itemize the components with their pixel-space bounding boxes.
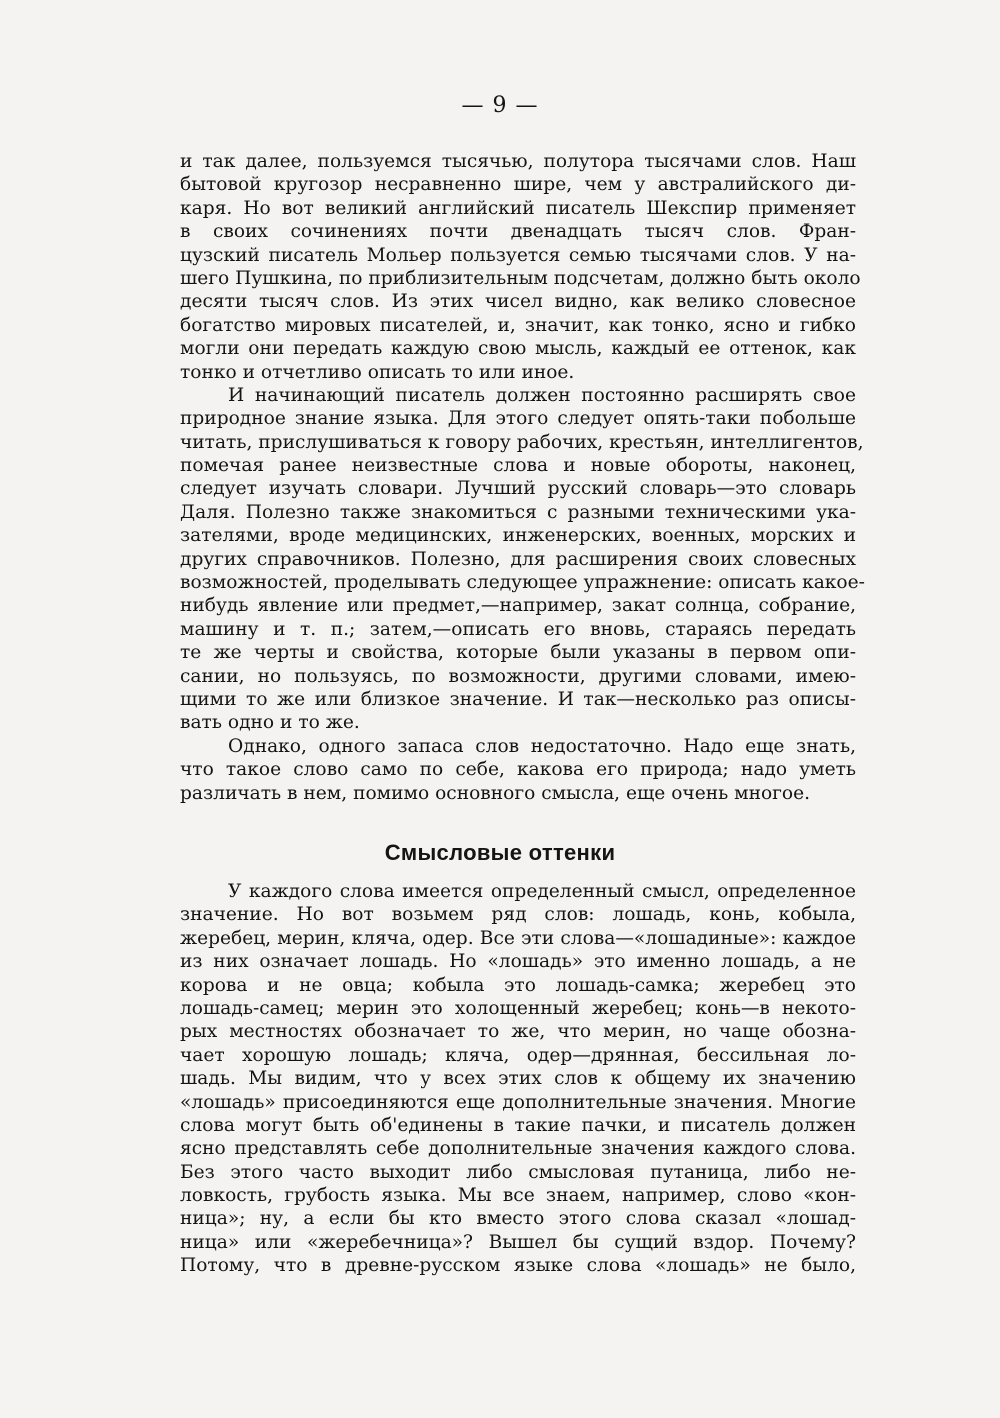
body-text-section-1 [180, 150, 865, 805]
text-line: шадь. Мы видим, что у всех этих слов к общему их значению [180, 1068, 856, 1090]
text-line: Потому, что в древне-русском языке слова «лошадь» не было, [180, 1255, 856, 1277]
text-line: зателями, вроде медицинских, инженерских, военных, морских и [180, 525, 856, 547]
text-line: других справочников. Полезно, для расширения своих словесных [180, 548, 856, 570]
text-line: рых местностях обозначает то же, что мерин, но чаще обозна- [180, 1021, 856, 1043]
section-heading: Смысловые оттенки [384, 840, 616, 865]
text-line: из них означает лошадь. Но «лошадь» это именно лошадь, а не [180, 951, 856, 973]
text-line: «лошадь» присоединяются еще дополнительные значения. Многие [180, 1091, 856, 1113]
text-line: возможностей, проделывать следующее упражнение: описать какое- [180, 572, 865, 594]
text-line: корова и не овца; кобыла это лошадь-самка; жеребец это [180, 974, 856, 996]
text-line: И начинающий писатель должен постоянно расширять свое [228, 384, 856, 406]
text-line: шего Пушкина, по приблизительным подсчетам, должно быть около [180, 267, 861, 289]
text-line: Однако, одного запаса слов недостаточно. Надо еще знать, [228, 735, 856, 757]
text-line: и так далее, пользуемся тысячью, полутора тысячами слов. Наш [180, 151, 856, 172]
text-line: машину и т. п.; затем,—описать его вновь, стараясь передать [180, 618, 856, 640]
text-line: десяти тысяч слов. Из этих чисел видно, как велико словесное [180, 291, 856, 313]
text-line: ница» или «жеребечница»? Вышел бы сущий вздор. Почему? [180, 1231, 856, 1253]
text-line: богатство мировых писателей, и, значит, как тонко, ясно и гибко [180, 314, 856, 336]
text-line: щими то же или близкое значение. И так—несколько раз описы- [180, 688, 856, 710]
text-line: каря. Но вот великий английский писатель Шекспир применяет [180, 197, 856, 219]
text-line: могли они передать каждую свою мысль, каждый ее оттенок, как [180, 338, 856, 360]
text-line: природное знание языка. Для этого следует опять-таки побольше [180, 408, 856, 430]
text-line: чает хорошую лошадь; кляча, одер—дрянная, бессильная ло- [180, 1044, 856, 1066]
text-line: ясно представлять себе дополнительные значения каждого слова. [180, 1138, 856, 1160]
body-text-section-2 [180, 880, 856, 1278]
text-line: помечая ранее неизвестные слова и новые обороты, наконец, [180, 455, 856, 477]
text-line: цузский писатель Мольер пользуется семью тысячами слов. У на- [180, 244, 856, 266]
text-line: в своих сочинениях почти двенадцать тысяч слов. Фран- [180, 221, 856, 243]
text-line: тонко и отчетливо описать то или иное. [180, 361, 575, 383]
text-line: вать одно и то же. [180, 712, 360, 734]
text-line: ница»; ну, а если бы кто вместо этого слова сказал «лошад- [180, 1208, 856, 1230]
page-number: — 9 — [461, 93, 539, 118]
text-line: те же черты и свойства, которые были указаны в первом опи- [180, 642, 856, 664]
text-line: что такое слово само по себе, какова его природа; надо уметь [180, 759, 856, 781]
text-line: значение. Но вот возьмем ряд слов: лошадь, конь, кобыла, [180, 904, 856, 926]
text-line: сании, но пользуясь, по возможности, другими словами, имею- [180, 665, 856, 687]
text-line: ловкость, грубость языка. Мы все знаем, например, слово «кон- [180, 1185, 856, 1207]
text-line: жеребец, мерин, кляча, одер. Все эти слова—«лошадиные»: каждое [180, 927, 856, 949]
text-line: читать, прислушиваться к говору рабочих, крестьян, интеллигентов, [180, 431, 864, 453]
text-line: У каждого слова имеется определенный смысл, определенное [228, 881, 856, 902]
text-line: различать в нем, помимо основного смысла, еще очень многое. [180, 782, 811, 804]
text-line: нибудь явление или предмет,—например, закат солнца, собрание, [180, 595, 856, 617]
text-line: слова могут быть об'единены в такие пачки, и писатель должен [180, 1114, 856, 1136]
text-line: лошадь-самец; мерин это холощенный жеребец; конь—в некото- [180, 997, 856, 1019]
text-line: следует изучать словари. Лучший русский словарь—это словарь [180, 478, 856, 500]
text-line: Даля. Полезно также знакомиться с разными техническими ука- [180, 501, 856, 523]
text-line: Без этого часто выходит либо смысловая путаница, либо не- [180, 1161, 856, 1183]
text-line: бытовой кругозор несравненно шире, чем у австралийского ди- [180, 174, 856, 196]
